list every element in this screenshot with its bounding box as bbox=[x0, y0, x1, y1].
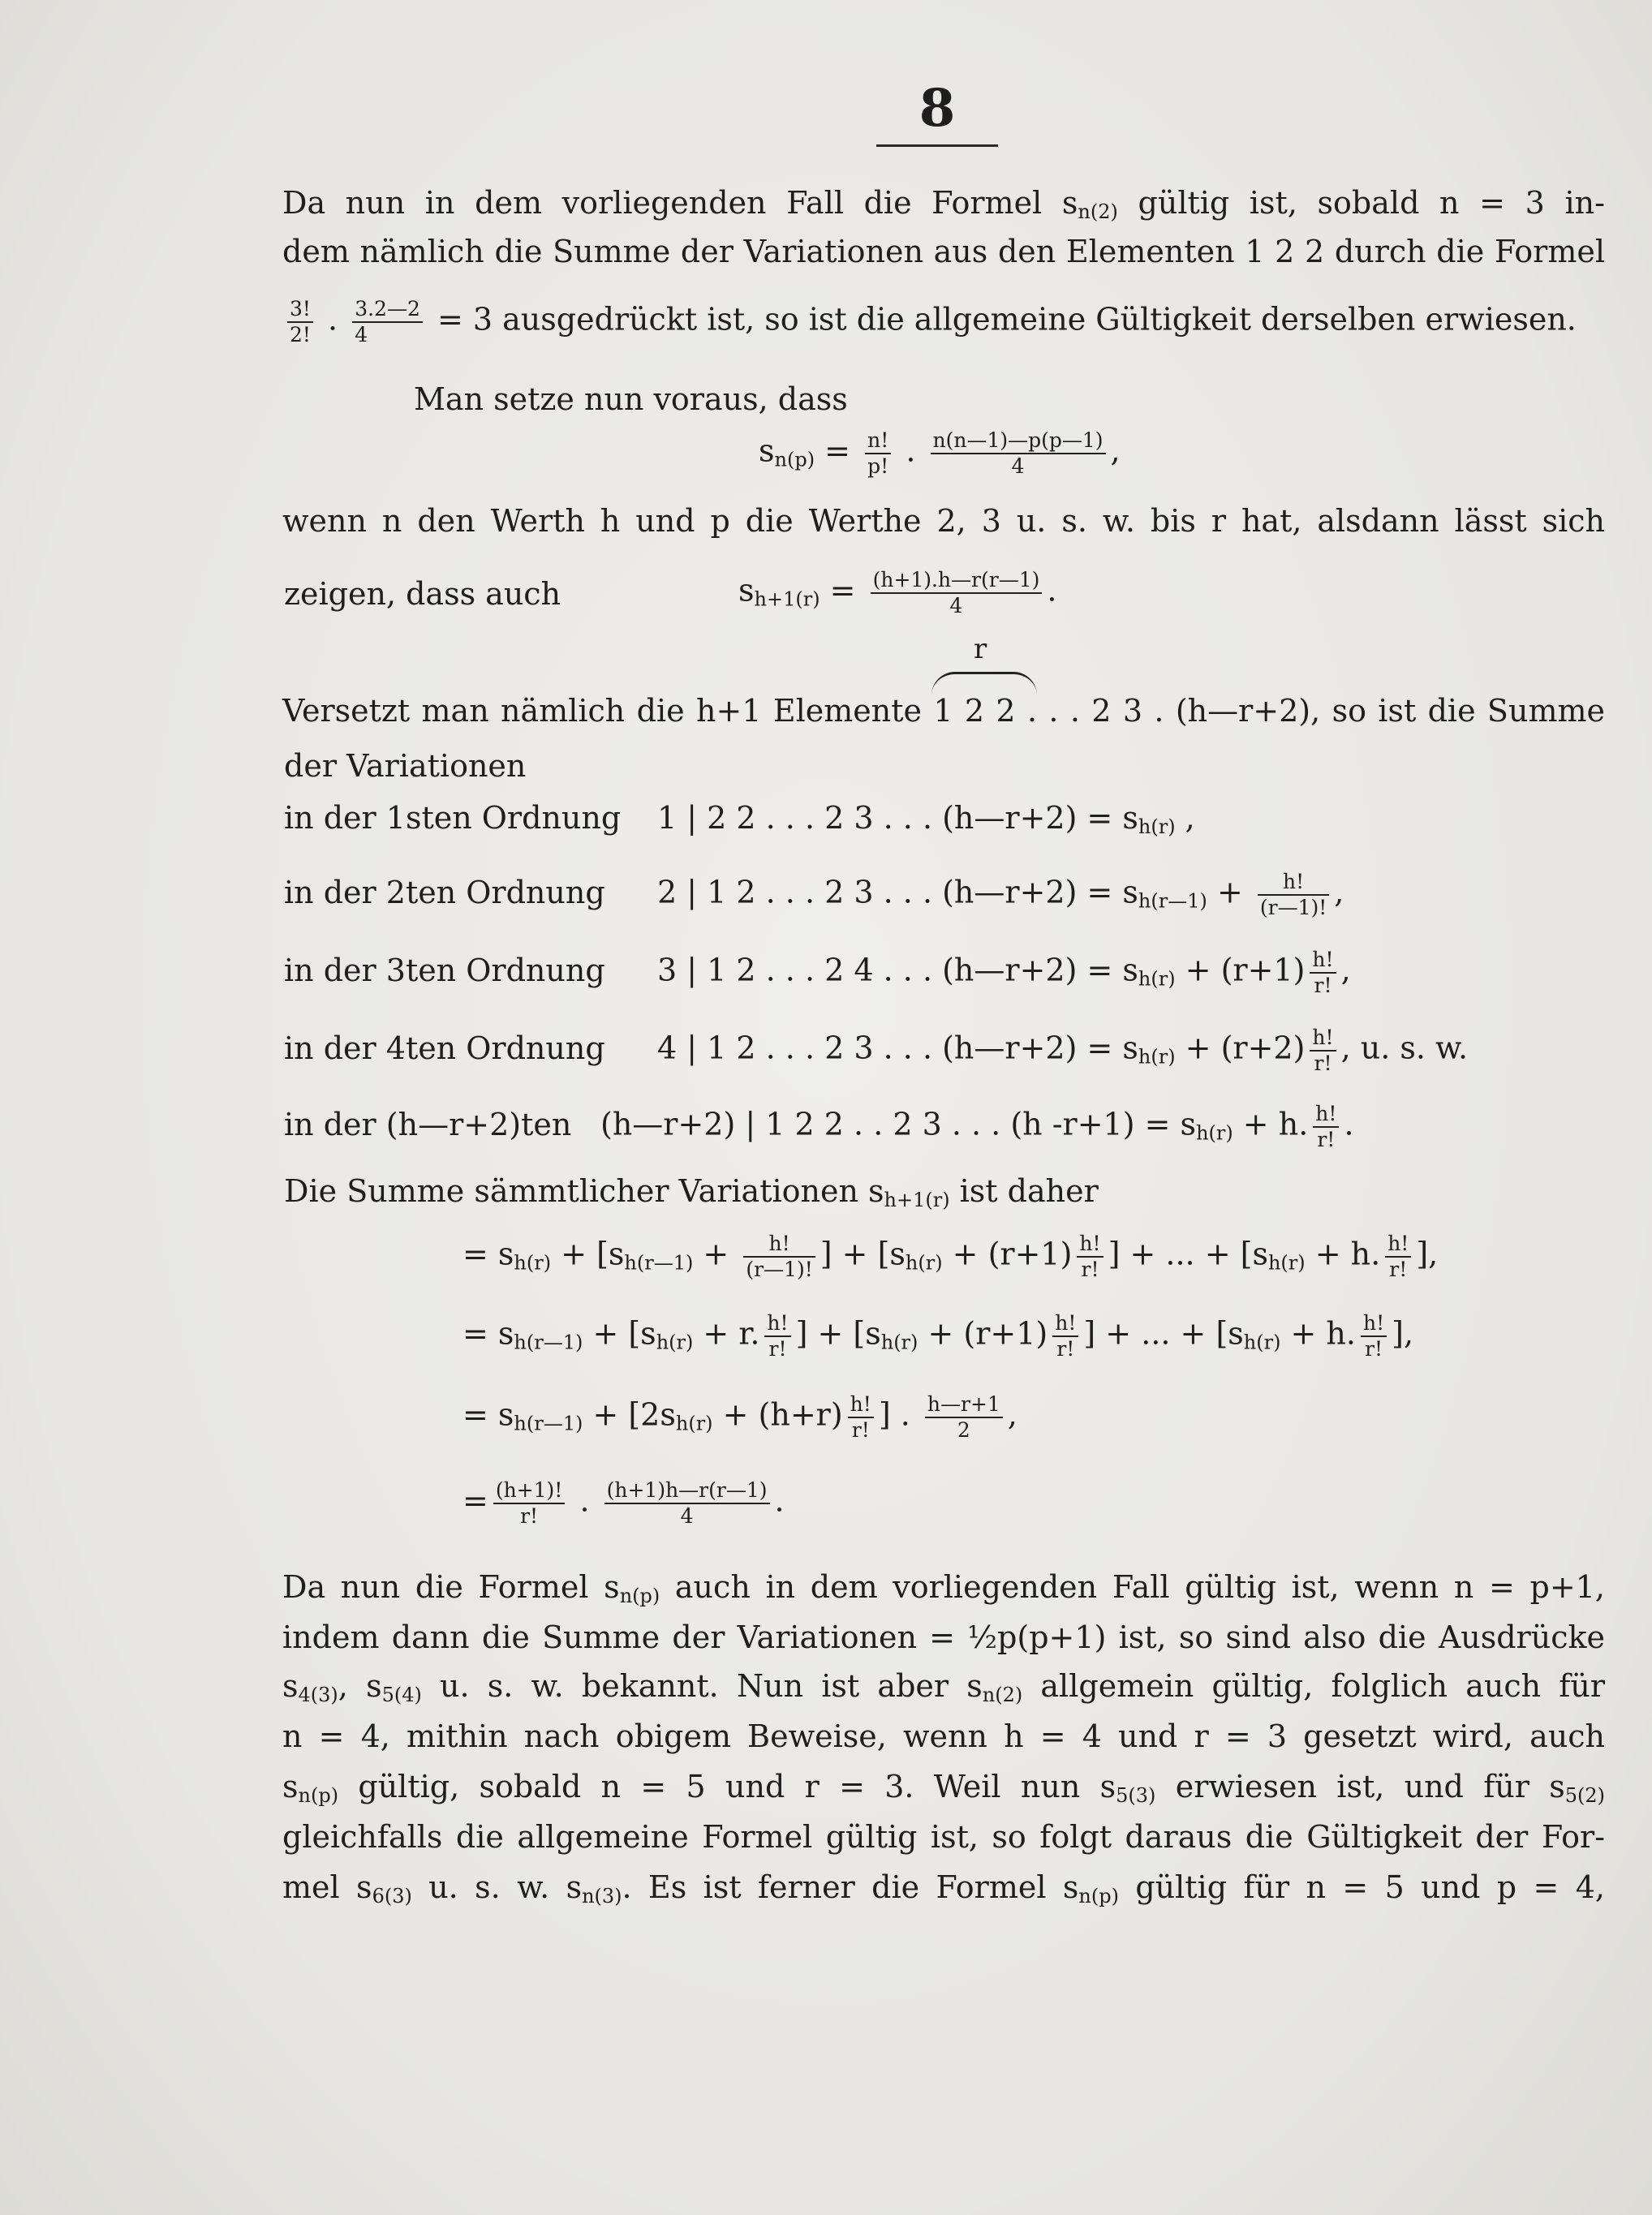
sum-eq-1: = $s_{h(r)} + [s_{h(r—1)}$ + $\frac{h!}{(r—1)!}$ ] + [$s_{h(r)} + (r+1)$ $\frac{h!}{r!}$ ] + ... + [$s_{h(r)} + h$. $\frac{h!}{r!}$ ], bbox=[462, 1232, 1439, 1281]
fraction: $\frac{h!}{r!}$ bbox=[1313, 1102, 1339, 1152]
order-row-3: in der 3ten Ordnung 3 | 1 2 . . . 2 4 . . . (h—r+2) = $s_{h(r)} + (r+1)$ $\frac{h!}{r!}$ , bbox=[284, 948, 1351, 997]
page-number: 8 bbox=[918, 78, 956, 139]
fraction: $\frac{h!}{r!}$ bbox=[1310, 948, 1336, 998]
fraction: $\frac{n(n—1)—p(p—1)}{4}$ bbox=[931, 428, 1106, 479]
sum-intro: Die Summe sämmtlicher Variationen $s_{h+1(r)}$ ist daher bbox=[284, 1173, 1099, 1211]
p2-line2-formula: $s_{h+1(r)}$ = $\frac{(h+1).h—r(r—1)}{4}$ . bbox=[738, 568, 1057, 617]
p1-line1: Da nun in dem vorliegenden Fall die Formel $s_{n(2)}$ gültig ist, sobald n = 3 in- bbox=[282, 185, 1605, 223]
fraction: $\frac{h!}{r!}$ bbox=[1385, 1232, 1411, 1282]
p4-line3: $s_{4(3)}$, $s_{5(4)}$ u. s. w. bekannt. Nun ist aber $s_{n(2)}$ allgemein gültig, folglich auch für bbox=[282, 1668, 1605, 1706]
assume-text: Man setze nun voraus, dass bbox=[414, 381, 848, 417]
p1-line3: $\frac{3!}{2!}$ . $\frac{3.2—2}{4}$ = 3 ausgedrückt ist, so ist die allgemeine Gültigkeit derselben erwiesen. bbox=[282, 297, 1605, 347]
p1-line2: dem nämlich die Summe der Variationen aus den Elementen 1 2 2 durch die Formel bbox=[282, 234, 1605, 269]
order-row-1: in der 1sten Ordnung 1 | 2 2 . . . 2 3 . . . (h—r+2) = $s_{h(r)}$ , bbox=[284, 800, 1195, 838]
p4-line7: mel $s_{6(3)}$ u. s. w. $s_{n(3)}$. Es ist ferner die Formel $s_{n(p)}$ gültig für n = 5 und p = 4, bbox=[282, 1869, 1605, 1907]
fraction: $\frac{h!}{r!}$ bbox=[1077, 1232, 1103, 1282]
fraction: $\frac{(h+1)!}{r!}$ bbox=[493, 1478, 566, 1529]
fraction: $\frac{h!}{r!}$ bbox=[1052, 1311, 1078, 1361]
fraction: $\frac{h!}{r!}$ bbox=[1361, 1311, 1387, 1361]
order-row-4: in der 4ten Ordnung 4 | 1 2 . . . 2 3 . . . (h—r+2) = $s_{h(r)} + (r+2)$ $\frac{h!}{r!}$ , u. s. w. bbox=[284, 1026, 1469, 1075]
order-row-2: in der 2ten Ordnung 2 | 1 2 . . . 2 3 . . . (h—r+2) = $s_{h(r—1)}$ + $\frac{h!}{(r—1)!}$ , bbox=[284, 870, 1344, 919]
fraction: $\frac{3.2—2}{4}$ bbox=[352, 297, 423, 347]
sum-eq-3: = $s_{h(r—1)} + [2s_{h(r)} + (h+r)$ $\frac{h!}{r!}$ ] . $\frac{h—r+1}{2}$ , bbox=[462, 1392, 1017, 1442]
p3-line2: der Variationen bbox=[284, 748, 527, 784]
fraction: $\frac{h!}{r!}$ bbox=[848, 1392, 874, 1443]
p4-line4: n = 4, mithin nach obigem Beweise, wenn h = 4 und r = 3 gesetzt wird, auch bbox=[282, 1718, 1605, 1754]
sum-eq-4: = $\frac{(h+1)!}{r!}$ . $\frac{(h+1)h—r(r—1)}{4}$ . bbox=[462, 1478, 785, 1528]
p4-line6: gleichfalls die allgemeine Formel gültig ist, so folgt daraus die Gültigkeit der For- bbox=[282, 1819, 1605, 1855]
page-number-rule bbox=[876, 144, 998, 147]
fraction: $\frac{(h+1).h—r(r—1)}{4}$ bbox=[871, 568, 1043, 618]
p2-line1: wenn n den Werth h und p die Werthe 2, 3 u. s. w. bis r hat, alsdann lässt sich bbox=[282, 503, 1605, 539]
fraction: $\frac{3!}{2!}$ bbox=[287, 297, 313, 347]
assume-formula: $s_{n(p)}$ = $\frac{n!}{p!}$ . $\frac{n(n—1)—p(p—1)}{4}$ , bbox=[759, 428, 1121, 478]
brace-label: r bbox=[974, 633, 987, 665]
fraction: $\frac{n!}{p!}$ bbox=[865, 428, 891, 479]
sum-eq-2: = $s_{h(r—1)} + [s_{h(r)} + r$. $\frac{h!}{r!}$ ] + [$s_{h(r)} + (r+1)$ $\frac{h!}{r!}$ ] + ... + [$s_{h(r)} + h$. $\frac{h!}{r!}$ ], bbox=[462, 1311, 1414, 1361]
p4-line2: indem dann die Summe der Variationen = ½p(p+1) ist, so sind also die Ausdrücke bbox=[282, 1619, 1605, 1655]
fraction: $\frac{h—r+1}{2}$ bbox=[925, 1392, 1003, 1443]
fraction: $\frac{h!}{(r—1)!}$ bbox=[1258, 870, 1329, 920]
p2-line2-text: zeigen, dass auch bbox=[284, 576, 561, 612]
fraction: $\frac{(h+1)h—r(r—1)}{4}$ bbox=[604, 1478, 770, 1529]
fraction: $\frac{h!}{r!}$ bbox=[1310, 1026, 1336, 1076]
p3-line1: Versetzt man nämlich die h+1 Elemente 1 2 2 . . . 2 3 . (h—r+2), so ist die Summe bbox=[282, 693, 1605, 729]
order-row-5: in der (h—r+2)ten (h—r+2) | 1 2 2 . . 2 3 . . . (h $-r+1) = s_{h(r)} + h$. $\frac{h!}{r!}$ . bbox=[284, 1102, 1354, 1151]
fraction: $\frac{h!}{r!}$ bbox=[764, 1311, 790, 1361]
fraction: $\frac{h!}{(r—1)!}$ bbox=[743, 1232, 815, 1282]
p4-line5: $s_{n(p)}$ gültig, sobald n = 5 und r = 3. Weil nun $s_{5(3)}$ erwiesen ist, und für $s_{5(2)}$ bbox=[282, 1769, 1605, 1807]
p4-line1: Da nun die Formel $s_{n(p)}$ auch in dem vorliegenden Fall gültig ist, wenn n = p+1, bbox=[282, 1569, 1605, 1607]
